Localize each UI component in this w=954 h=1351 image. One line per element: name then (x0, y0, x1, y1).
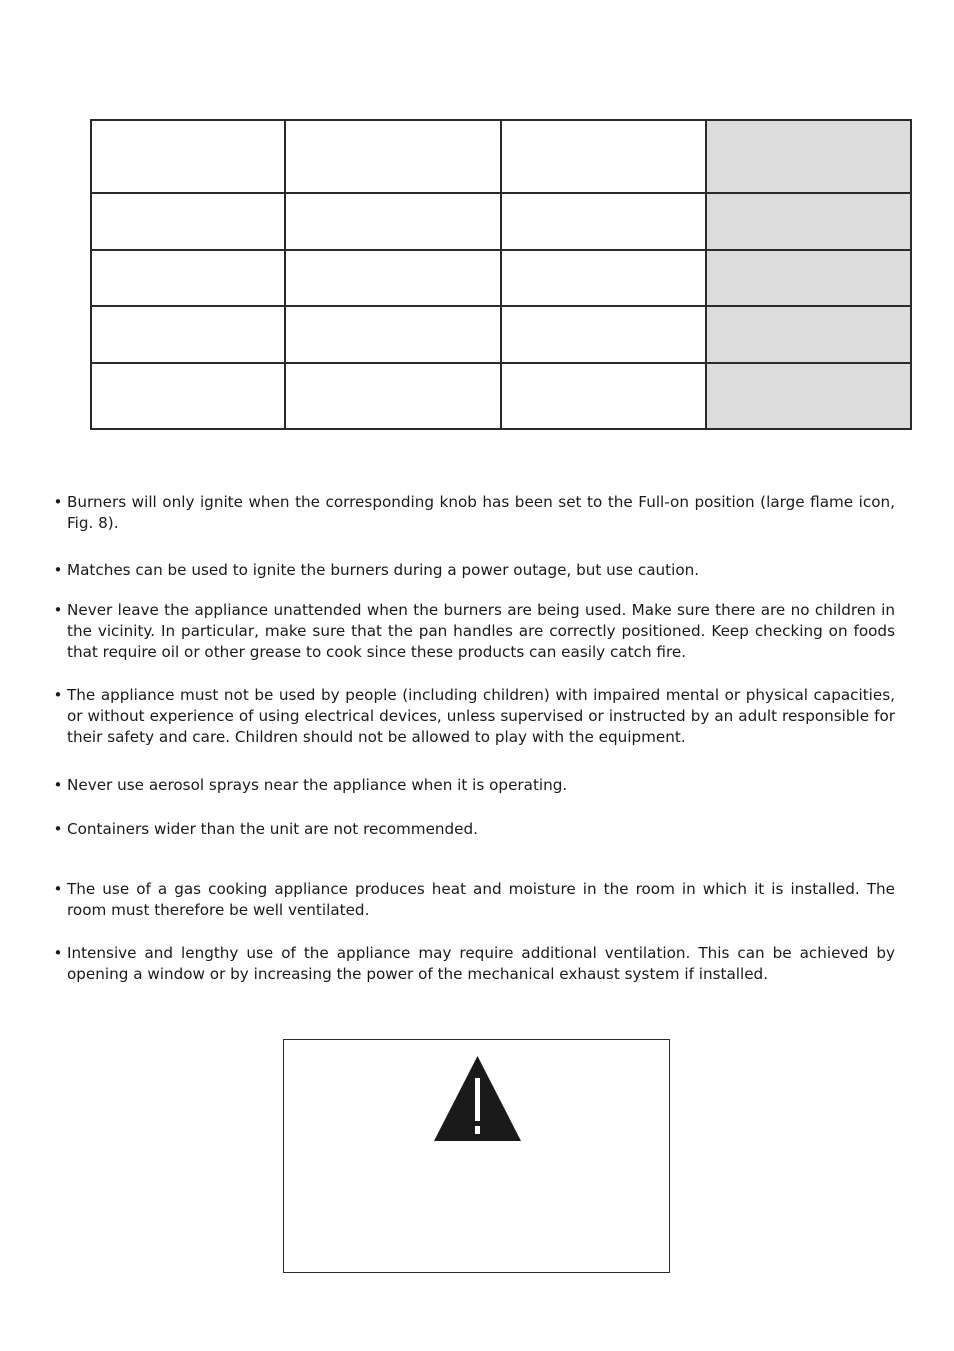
warning-triangle-icon (434, 1056, 521, 1142)
bullet-icon: • (53, 880, 63, 898)
list-item (52, 879, 895, 921)
list-item (52, 775, 895, 796)
table-cell (285, 193, 501, 250)
list-item-text: The appliance must not be used by people (including children) with impaired mental or physical capacities, or without experience of using electrical devices, unless supervised or instructed by an adult responsible for their safety and care. Children should not be allowed to play with the equipment. (67, 686, 895, 746)
list-item-text: Matches can be used to ignite the burners during a power outage, but use caution. (67, 561, 700, 579)
table-row (91, 120, 911, 193)
list-item-text: The use of a gas cooking appliance produces heat and moisture in the room in which it is installed. The room must therefore be well ventilated. (67, 880, 895, 919)
list-item (52, 819, 895, 840)
table-cell-shaded (706, 363, 911, 429)
bullet-icon: • (53, 601, 63, 619)
table-row (91, 306, 911, 363)
table-cell (91, 120, 285, 193)
list-item-text: Burners will only ignite when the corresponding knob has been set to the Full-on position (large flame icon, Fig. 8). (67, 493, 895, 532)
warning-box (283, 1039, 670, 1273)
table-cell (91, 193, 285, 250)
bullet-icon: • (53, 776, 63, 794)
table-cell-shaded (706, 193, 911, 250)
table-cell (501, 120, 706, 193)
list-item-text: Containers wider than the unit are not recommended. (67, 820, 478, 838)
bullet-icon: • (53, 820, 63, 838)
table-cell (501, 306, 706, 363)
table-cell (285, 250, 501, 306)
list-item (52, 600, 895, 663)
table-cell-shaded (706, 250, 911, 306)
list-item (52, 560, 895, 581)
table-row (91, 193, 911, 250)
table-cell (91, 306, 285, 363)
list-item-text: Never leave the appliance unattended when the burners are being used. Make sure there are no children in the vicinity. In particular, make sure that the pan handles are correctly positioned. Keep checking on foods that require oil or other grease to cook since these products can easily catch fire. (67, 601, 895, 661)
list-item-text: Never use aerosol sprays near the appliance when it is operating. (67, 776, 568, 794)
list-item (52, 492, 895, 534)
table-row (91, 363, 911, 429)
bullet-icon: • (53, 493, 63, 511)
list-item (52, 943, 895, 985)
table-row (91, 250, 911, 306)
list-item (52, 685, 895, 748)
table-cell (285, 306, 501, 363)
bullet-icon: • (53, 686, 63, 704)
table-cell (501, 193, 706, 250)
table-cell (501, 250, 706, 306)
list-item-text: Intensive and lengthy use of the appliance may require additional ventilation. This can be achieved by opening a window or by increasing the power of the mechanical exhaust system if installed. (67, 944, 895, 983)
table-cell (91, 250, 285, 306)
table-cell-shaded (706, 120, 911, 193)
table-cell-shaded (706, 306, 911, 363)
bullet-icon: • (53, 944, 63, 962)
table-cell (91, 363, 285, 429)
table-cell (285, 363, 501, 429)
table-cell (285, 120, 501, 193)
table-cell (501, 363, 706, 429)
bullet-icon: • (53, 561, 63, 579)
specification-table (90, 119, 912, 430)
